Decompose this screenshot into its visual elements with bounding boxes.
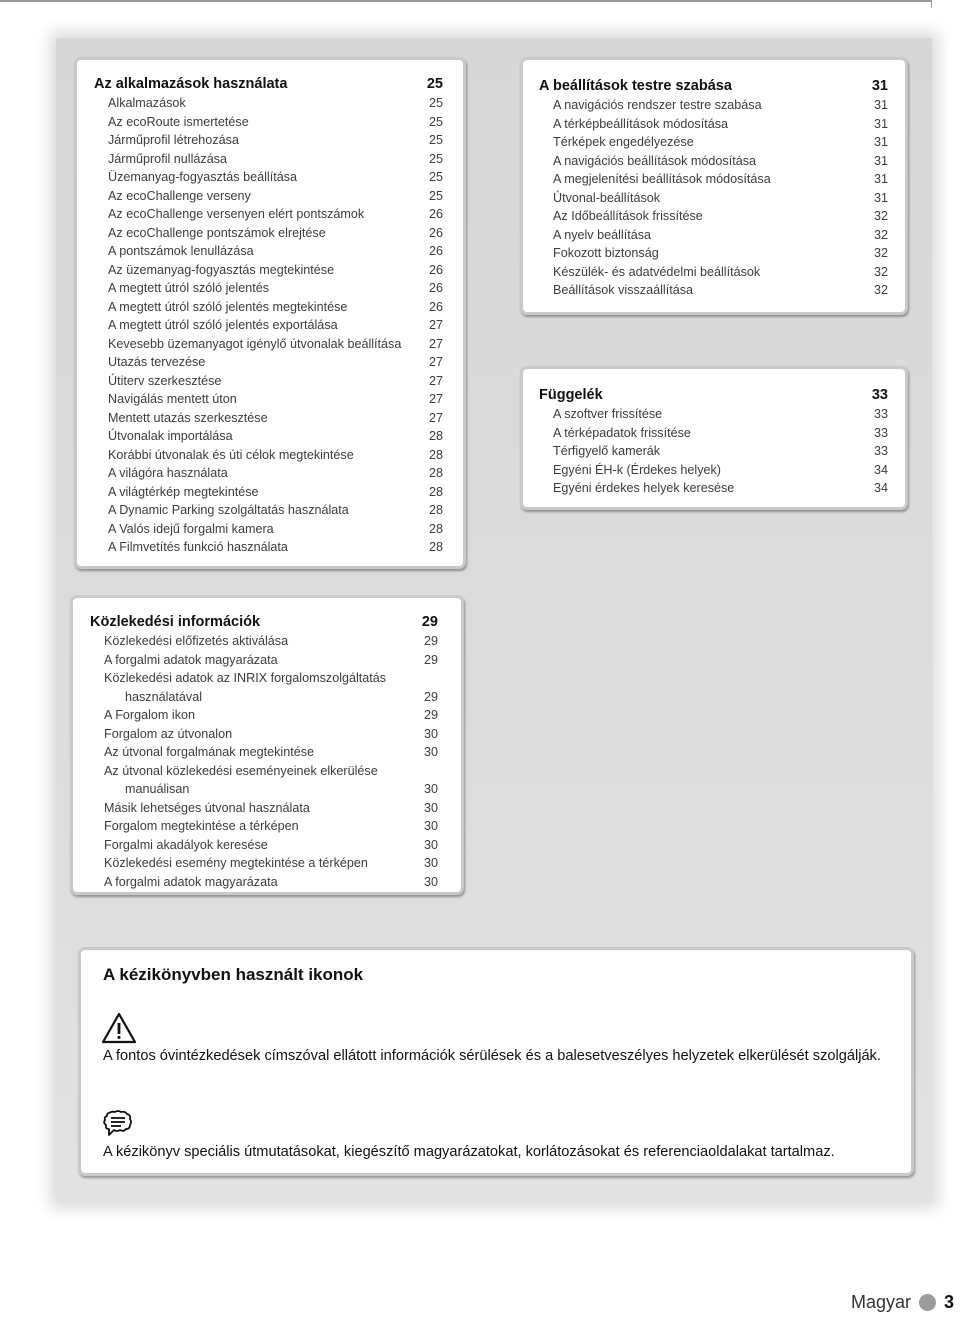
toc-entry-label-text: Az ecoChallenge versenyen elért pontszámok	[108, 207, 365, 221]
toc-entry-label	[104, 799, 310, 818]
toc-entry	[90, 854, 438, 873]
toc-entry	[94, 427, 443, 446]
toc-entry	[94, 131, 443, 150]
toc-entry	[539, 461, 888, 480]
warning-description: A fontos óvintézkedések címszóval ellátott információk sérülések és a balesetveszélyes helyzetek elkerülését szolgálják.	[103, 1048, 881, 1064]
section-title: A beállítások testre szabása	[539, 78, 732, 94]
toc-entry-label-text: A térképadatok frissítése	[553, 425, 691, 440]
toc-entry-label-text: A forgalmi adatok magyarázata	[104, 652, 278, 667]
toc-entry-label-text: Az üzemanyag-fogyasztás megtekintése	[108, 262, 335, 277]
icons-legend-title: A kézikönyvben használt ikonok	[103, 965, 364, 984]
toc-entry-label-text: A navigációs rendszer testre szabása	[553, 98, 762, 112]
section-title: Az alkalmazások használata	[94, 76, 288, 92]
toc-entry-label	[553, 115, 728, 134]
toc-box-settings	[520, 57, 908, 315]
toc-entry	[539, 207, 888, 226]
toc-entry	[539, 115, 888, 134]
toc-entry	[90, 743, 438, 762]
section-title: Függelék	[539, 387, 603, 403]
toc-entry	[539, 281, 888, 300]
toc-entry-label-text: Korábbi útvonalak és úti célok megtekintése	[108, 447, 354, 462]
toc-entry-label-text: A forgalmi adatok magyarázata	[104, 874, 278, 889]
toc-entry-label-text: A nyelv beállítása	[553, 227, 652, 242]
toc-entry-page: 30	[423, 800, 438, 815]
toc-entry-page: 31	[873, 98, 888, 112]
toc-entry-label-text: Utazás tervezése	[108, 355, 206, 369]
toc-entry-label	[104, 632, 288, 651]
toc-entry-page: 30	[423, 837, 438, 852]
toc-entry-label	[108, 372, 221, 391]
toc-entry-label	[553, 479, 734, 498]
toc-entry-label-continuation: használatával	[125, 689, 203, 704]
toc-entry	[94, 372, 443, 391]
toc-entry	[539, 96, 888, 115]
toc-entry	[90, 799, 438, 818]
toc-entry	[539, 479, 888, 498]
toc-entry	[539, 442, 888, 461]
toc-entry-page: 25	[428, 151, 443, 166]
toc-entry-label-text: Útiterv szerkesztése	[108, 373, 222, 388]
toc-entry	[94, 113, 443, 132]
toc-entry-label	[104, 854, 368, 873]
toc-entry-label	[108, 150, 227, 169]
toc-entry	[94, 520, 443, 539]
toc-list	[539, 96, 888, 300]
toc-entry-label	[104, 762, 378, 799]
toc-entry	[94, 261, 443, 280]
section-page: 31	[871, 78, 888, 94]
toc-entry	[94, 353, 443, 372]
toc-entry	[539, 133, 888, 152]
toc-entry-page: 25	[428, 188, 443, 203]
toc-entry-label	[553, 226, 651, 245]
toc-list	[539, 405, 888, 498]
toc-entry-label	[108, 261, 334, 280]
toc-entry	[94, 335, 443, 354]
toc-entry-label-text: Közlekedési adatok az INRIX forgalomszolgáltatás	[104, 671, 387, 685]
toc-entry	[94, 242, 443, 261]
toc-entry-label	[553, 244, 659, 263]
toc-entry-page: 33	[873, 444, 888, 458]
toc-entry-page: 34	[873, 481, 888, 495]
toc-entry-label	[553, 424, 691, 443]
toc-entry-page: 30	[423, 726, 438, 741]
toc-entry	[90, 706, 438, 725]
toc-entry	[90, 873, 438, 892]
toc-entry-label	[553, 189, 660, 208]
toc-entry	[94, 279, 443, 298]
toc-entry-label	[553, 96, 762, 115]
footer-dot-icon	[919, 1294, 936, 1311]
toc-entry	[94, 298, 443, 317]
toc-entry-label	[108, 279, 269, 298]
toc-entry-page: 26	[428, 225, 443, 240]
note-description: A kézikönyv speciális útmutatásokat, kiegészítő magyarázatokat, korlátozásokat és referenciaoldalakat tartalmaz.	[103, 1144, 835, 1160]
toc-entry-label	[108, 298, 347, 317]
toc-entry-page: 27	[428, 336, 443, 351]
toc-entry-page: 25	[428, 114, 443, 129]
toc-entry-page: 32	[873, 209, 888, 223]
toc-entry	[94, 390, 443, 409]
toc-entry-label-text: Útvonalak importálása	[108, 429, 233, 443]
toc-entry-page: 27	[428, 318, 443, 332]
toc-entry-label	[553, 442, 660, 461]
toc-entry-label	[108, 205, 364, 224]
toc-entry-label-text: A pontszámok lenullázása	[108, 244, 254, 258]
toc-entry	[90, 817, 438, 836]
toc-entry-label-text: Az útvonal forgalmának megtekintése	[104, 745, 315, 759]
toc-entry-page: 27	[428, 392, 443, 406]
toc-entry	[94, 205, 443, 224]
toc-entry-label	[108, 242, 254, 261]
toc-entry	[539, 244, 888, 263]
toc-entry	[90, 725, 438, 744]
toc-entry-page: 32	[873, 227, 888, 242]
toc-entry-label-text: A térképbeállítások módosítása	[553, 116, 729, 131]
toc-entry-page: 30	[423, 745, 438, 759]
toc-entry-label	[108, 501, 349, 520]
toc-entry-label	[108, 538, 288, 557]
toc-entry-label-text: Közlekedési előfizetés aktiválása	[104, 634, 289, 648]
section-heading	[90, 612, 438, 632]
toc-entry-page: 31	[873, 190, 888, 205]
toc-entry-page: 31	[873, 153, 888, 168]
toc-entry-label-text: A Forgalom ikon	[104, 708, 195, 722]
toc-entry-label-text: Közlekedési esemény megtekintése a térképen	[104, 856, 368, 870]
toc-entry-label-text: Térképek engedélyezése	[553, 135, 694, 149]
toc-entry	[94, 150, 443, 169]
toc-entry-label-text: A navigációs beállítások módosítása	[553, 153, 757, 168]
toc-entry-page: 28	[428, 429, 443, 443]
toc-box-applications	[74, 57, 466, 569]
toc-entry-page: 26	[428, 299, 443, 314]
toc-entry	[539, 152, 888, 171]
toc-entry-label	[553, 263, 760, 282]
toc-entry	[94, 224, 443, 243]
toc-entry	[90, 836, 438, 855]
toc-entry-label-text: Járműprofil létrehozása	[108, 133, 239, 147]
toc-entry-label-text: Forgalom megtekintése a térképen	[104, 819, 299, 833]
toc-entry-page: 25	[428, 170, 443, 184]
toc-entry-page: 30	[423, 856, 438, 870]
toc-entry-label	[553, 133, 694, 152]
toc-entry-label	[553, 461, 721, 480]
toc-entry-page: 29	[423, 634, 438, 648]
toc-entry-label	[104, 706, 195, 725]
toc-entry-page: 33	[873, 425, 888, 440]
toc-entry-page: 32	[873, 264, 888, 279]
toc-entry	[94, 316, 443, 335]
toc-entry-label-text: A szoftver frissítése	[553, 407, 663, 421]
toc-entry-label	[104, 836, 268, 855]
toc-entry-label	[104, 873, 278, 892]
toc-box-appendix	[520, 366, 908, 510]
toc-entry-page: 26	[428, 207, 443, 221]
toc-entry-page: 32	[873, 246, 888, 260]
toc-entry-label	[104, 743, 314, 762]
toc-entry-page: 29	[423, 708, 438, 722]
toc-entry-label-text: Egyéni érdekes helyek keresése	[553, 481, 735, 495]
toc-entry	[539, 189, 888, 208]
toc-entry-page: 28	[428, 503, 443, 517]
toc-entry-label	[108, 168, 297, 187]
toc-entry-page: 28	[428, 466, 443, 480]
page-number: 3	[943, 1292, 954, 1312]
toc-entry-label-text: Navigálás mentett úton	[108, 392, 237, 406]
toc-entry	[94, 483, 443, 502]
toc-entry-label-text: Alkalmazások	[108, 96, 186, 110]
section-heading	[539, 76, 888, 96]
toc-entry-label-text: A világóra használata	[108, 466, 228, 480]
toc-entry-page: 28	[428, 540, 443, 554]
toc-entry	[94, 187, 443, 206]
toc-entry-label	[108, 483, 259, 502]
toc-entry-label-text: Beállítások visszaállítása	[553, 283, 693, 297]
toc-entry	[94, 409, 443, 428]
toc-entry-label-text: Forgalom az útvonalon	[104, 726, 233, 741]
section-title: Közlekedési információk	[90, 614, 261, 630]
section-page: 25	[426, 76, 443, 92]
footer-language: Magyar	[850, 1292, 911, 1312]
toc-entry-label	[108, 224, 326, 243]
icons-legend-box	[78, 947, 914, 1176]
toc-entry-label	[108, 131, 239, 150]
toc-entry	[94, 538, 443, 557]
toc-entry-label-text: A megtett útról szóló jelentés exportálása	[108, 318, 338, 332]
section-page: 29	[421, 614, 438, 630]
toc-entry-label-continuation: manuálisan	[125, 782, 190, 796]
toc-entry-page: 30	[423, 819, 438, 833]
toc-entry-label-text: Egyéni ÉH-k (Érdekes helyek)	[553, 462, 721, 477]
toc-entry-page: 30	[423, 874, 438, 889]
toc-entry-label-text: A megtett útról szóló jelentés	[108, 281, 270, 295]
toc-entry	[539, 226, 888, 245]
toc-entry-label	[104, 725, 232, 744]
toc-entry-label-text: A megjelenítési beállítások módosítása	[553, 172, 771, 186]
toc-entry	[94, 464, 443, 483]
toc-entry	[94, 446, 443, 465]
toc-entry-label	[108, 409, 268, 428]
toc-entry	[94, 168, 443, 187]
toc-entry-label	[108, 94, 186, 113]
toc-entry	[90, 669, 438, 706]
toc-entry-page: 28	[428, 484, 443, 499]
toc-entry-page: 34	[873, 462, 888, 477]
toc-list	[94, 94, 443, 557]
toc-entry-label-text: A Dynamic Parking szolgáltatás használata	[108, 503, 349, 517]
toc-entry-label-text: A megtett útról szóló jelentés megtekintése	[108, 299, 348, 314]
toc-entry-label-text: Másik lehetséges útvonal használata	[104, 800, 310, 815]
toc-entry-label-text: Az Időbeállítások frissítése	[553, 209, 703, 223]
toc-entry-page: 25	[428, 133, 443, 147]
toc-entry-label	[108, 187, 251, 206]
toc-entry	[90, 632, 438, 651]
toc-entry	[539, 170, 888, 189]
toc-entry-label	[108, 520, 274, 539]
toc-entry	[90, 651, 438, 670]
page-footer	[851, 1292, 954, 1313]
toc-entry-page: 26	[428, 244, 443, 258]
toc-entry-label	[553, 207, 703, 226]
toc-entry-label	[553, 281, 693, 300]
toc-entry-label	[108, 113, 249, 132]
toc-entry-label-text: Az ecoRoute ismertetése	[108, 114, 249, 129]
toc-entry-label	[108, 390, 237, 409]
toc-entry-label-text: Az ecoChallenge pontszámok elrejtése	[108, 225, 326, 240]
toc-entry-label	[104, 817, 299, 836]
toc-entry-page: 27	[428, 355, 443, 369]
toc-entry-label-text: Üzemanyag-fogyasztás beállítása	[108, 170, 298, 184]
toc-entry-label-text: A Filmvetítés funkció használata	[108, 540, 288, 554]
toc-entry-page: 29	[423, 689, 438, 704]
toc-entry-page: 26	[428, 281, 443, 295]
toc-entry-label-text: Térfigyelő kamerák	[553, 444, 661, 458]
toc-entry-label-text: Mentett utazás szerkesztése	[108, 410, 268, 425]
toc-entry-label	[553, 405, 662, 424]
toc-entry-page: 31	[873, 172, 888, 186]
toc-entry-page: 31	[873, 116, 888, 131]
toc-entry-label	[108, 464, 228, 483]
toc-entry-page: 33	[873, 407, 888, 421]
toc-entry-label-text: Az ecoChallenge verseny	[108, 188, 251, 203]
top-rule-end	[931, 0, 932, 8]
top-rule	[0, 0, 932, 2]
toc-entry-label	[553, 152, 756, 171]
toc-entry-label-text: Útvonal-beállítások	[553, 190, 661, 205]
section-heading	[539, 385, 888, 405]
toc-entry-label	[553, 170, 771, 189]
toc-entry	[94, 94, 443, 113]
toc-entry-page: 32	[873, 283, 888, 297]
toc-entry-label	[108, 335, 401, 354]
toc-entry-label-text: Járműprofil nullázása	[108, 151, 227, 166]
toc-entry-page: 31	[873, 135, 888, 149]
toc-entry-page: 27	[428, 373, 443, 388]
toc-entry-page: 27	[428, 410, 443, 425]
toc-box-traffic	[70, 595, 464, 895]
toc-list	[90, 632, 438, 891]
toc-entry-label	[108, 427, 233, 446]
toc-entry-label	[108, 353, 205, 372]
section-page: 33	[871, 387, 888, 403]
speech-bubble-note-icon	[103, 1108, 133, 1138]
toc-entry	[539, 405, 888, 424]
toc-entry-label	[104, 669, 386, 706]
toc-entry-label-text: A világtérkép megtekintése	[108, 484, 259, 499]
toc-entry	[539, 263, 888, 282]
toc-entry-label	[108, 316, 338, 335]
toc-entry-label-text: Forgalmi akadályok keresése	[104, 837, 268, 852]
section-heading	[94, 74, 443, 94]
toc-entry-page: 30	[423, 782, 438, 796]
toc-entry-page: 25	[428, 96, 443, 110]
warning-triangle-icon	[101, 1012, 137, 1044]
toc-entry	[90, 762, 438, 799]
toc-entry-label-text: Fokozott biztonság	[553, 246, 659, 260]
toc-entry-label-text: Készülék- és adatvédelmi beállítások	[553, 264, 761, 279]
toc-entry-page: 29	[423, 652, 438, 667]
toc-entry-page: 26	[428, 262, 443, 277]
toc-entry-label-text: Kevesebb üzemanyagot igénylő útvonalak beállítása	[108, 336, 402, 351]
toc-entry-label-text: A Valós idejű forgalmi kamera	[108, 521, 274, 536]
toc-entry-label-text: Az útvonal közlekedési eseményeinek elkerülése	[104, 763, 378, 778]
toc-entry	[94, 501, 443, 520]
toc-entry-label	[104, 651, 278, 670]
toc-entry	[539, 424, 888, 443]
toc-entry-page: 28	[428, 521, 443, 536]
toc-entry-label	[108, 446, 354, 465]
toc-entry-page: 28	[428, 447, 443, 462]
